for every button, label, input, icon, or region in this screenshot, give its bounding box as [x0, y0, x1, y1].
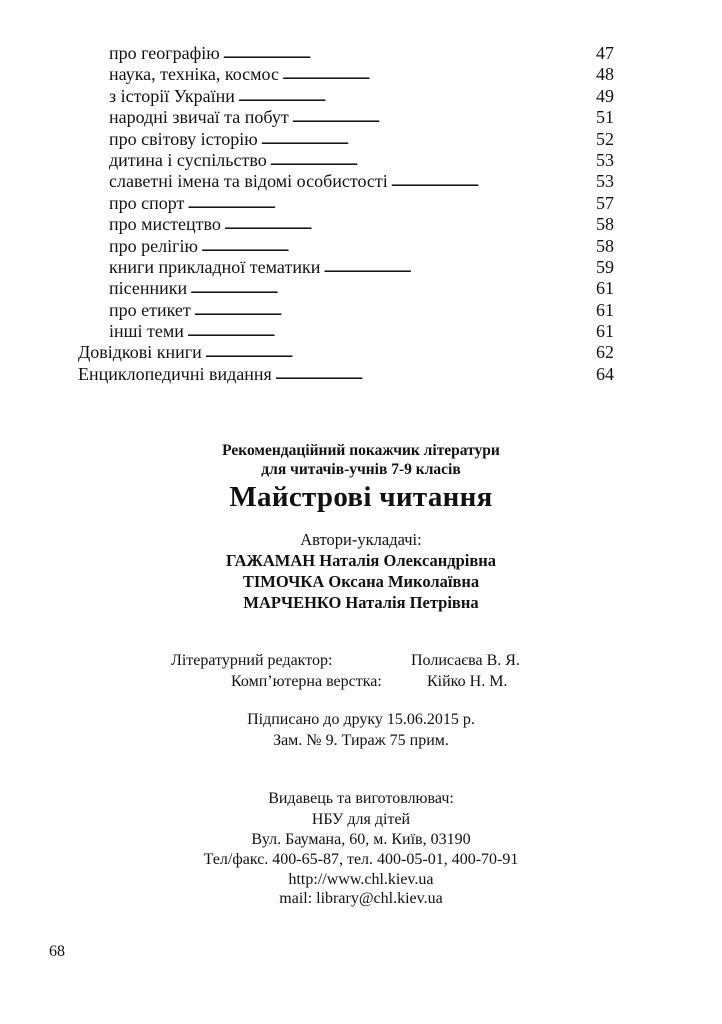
toc-leader-dots [391, 170, 594, 193]
publisher-name: НБУ для дітей [311, 811, 411, 828]
series-line-1: Рекомендаційний покажчик літератури [222, 442, 500, 459]
toc-entry [78, 236, 614, 257]
publisher-website: http://www.chl.kiev.ua [288, 871, 434, 888]
toc-entry-page: 62 [596, 342, 614, 363]
toc-entry-title: славетні імена та відомі особистості [109, 171, 388, 192]
toc-entry [78, 193, 614, 214]
toc-entry-title: про світову історію [109, 128, 258, 149]
series-line-2: для читачів-учнів 7-9 класів [261, 461, 461, 478]
toc-entry [78, 257, 614, 278]
toc-entry-page: 53 [596, 171, 614, 192]
page-number: 68 [49, 943, 65, 960]
publisher-label: Видавець та виготовлювач: [268, 790, 454, 807]
toc-entry-title: інші теми [109, 321, 184, 342]
layout-value: Кійко Н. М. [427, 673, 508, 690]
toc-entry-title: з історії України [109, 85, 235, 106]
toc-leader-dots [187, 192, 594, 215]
publisher-phones: Тел/факс. 400-65-87, тел. 400-05-01, 400-70-91 [203, 851, 519, 868]
toc-leader-dots [292, 106, 594, 129]
author-name: ГАЖАМАН Наталія Олександрівна [225, 551, 497, 570]
toc-entry-title: наука, техніка, космос [109, 64, 279, 85]
toc-entry-title: Енциклопедичні видання [78, 363, 272, 384]
toc-leader-dots [224, 213, 594, 236]
book-title: Майстрові читання [229, 481, 493, 513]
authors-label: Автори-укладачі: [300, 530, 422, 549]
toc-leader-dots [187, 320, 594, 343]
signed-to-print: Підписано до друку 15.06.2015 р. [247, 711, 475, 728]
toc-leader-dots [270, 149, 594, 172]
toc-entry [78, 107, 614, 128]
toc-entry-page: 59 [596, 256, 614, 277]
publisher-email: mail: library@chl.kiev.ua [279, 890, 443, 907]
toc-entry [78, 214, 614, 235]
toc-entry [78, 278, 614, 299]
toc-entry-page: 58 [596, 214, 614, 235]
literary-editor-value: Полисаєва В. Я. [411, 652, 520, 669]
toc-entry [78, 342, 614, 363]
publisher-address: Вул. Баумана, 60, м. Київ, 03190 [251, 831, 471, 848]
toc-entry-page: 61 [596, 321, 614, 342]
toc-leader-dots [201, 235, 594, 258]
toc-entry [78, 321, 614, 342]
toc-entry [78, 64, 614, 85]
toc-entry-page: 61 [596, 299, 614, 320]
toc-entry [78, 86, 614, 107]
author-name: ТІМОЧКА Оксана Миколаївна [242, 572, 480, 591]
toc-entry [78, 129, 614, 150]
toc-entry-title: про релігію [109, 235, 198, 256]
toc-leader-dots [190, 277, 594, 300]
toc-entry-page: 49 [596, 85, 614, 106]
toc-leader-dots [282, 63, 594, 86]
toc-entry [78, 150, 614, 171]
toc-leader-dots [223, 42, 594, 65]
toc-entry-title: народні звичаї та побут [109, 107, 289, 128]
toc-entry-page: 61 [596, 278, 614, 299]
toc-leader-dots [261, 128, 594, 151]
toc-entry [78, 364, 614, 385]
toc-entry-page: 64 [596, 363, 614, 384]
toc-entry-title: пісенники [109, 278, 188, 299]
toc-entry-title: про мистецтво [109, 214, 221, 235]
toc-entry [78, 43, 614, 64]
toc-entry-page: 53 [596, 149, 614, 170]
layout-label: Комп’ютерна верстка: [231, 673, 382, 690]
toc-entry-title: дитина і суспільство [109, 149, 267, 170]
toc-entry-page: 58 [596, 235, 614, 256]
toc-leader-dots [205, 341, 594, 364]
order-and-print-run: Зам. № 9. Тираж 75 прим. [273, 732, 449, 749]
toc-entry-title: Довідкові книги [78, 342, 202, 363]
toc-entry-page: 51 [596, 107, 614, 128]
toc-leader-dots [275, 363, 594, 386]
table-of-contents [78, 43, 614, 385]
toc-entry-page: 47 [596, 43, 614, 63]
toc-entry-page: 48 [596, 64, 614, 85]
toc-leader-dots [194, 299, 594, 322]
toc-entry-title: книги прикладної тематики [109, 256, 321, 277]
toc-entry [78, 171, 614, 192]
author-name: МАРЧЕНКО Наталія Петрівна [243, 593, 479, 612]
toc-leader-dots [238, 85, 594, 108]
toc-entry-title: про спорт [109, 192, 185, 213]
toc-entry-page: 52 [596, 128, 614, 149]
toc-entry-page: 57 [596, 192, 614, 213]
toc-leader-dots [323, 256, 594, 279]
toc-entry-title: про етикет [109, 299, 191, 320]
toc-entry-title: про географію [109, 43, 220, 63]
literary-editor-label: Літературний редактор: [171, 652, 333, 669]
toc-entry [78, 300, 614, 321]
